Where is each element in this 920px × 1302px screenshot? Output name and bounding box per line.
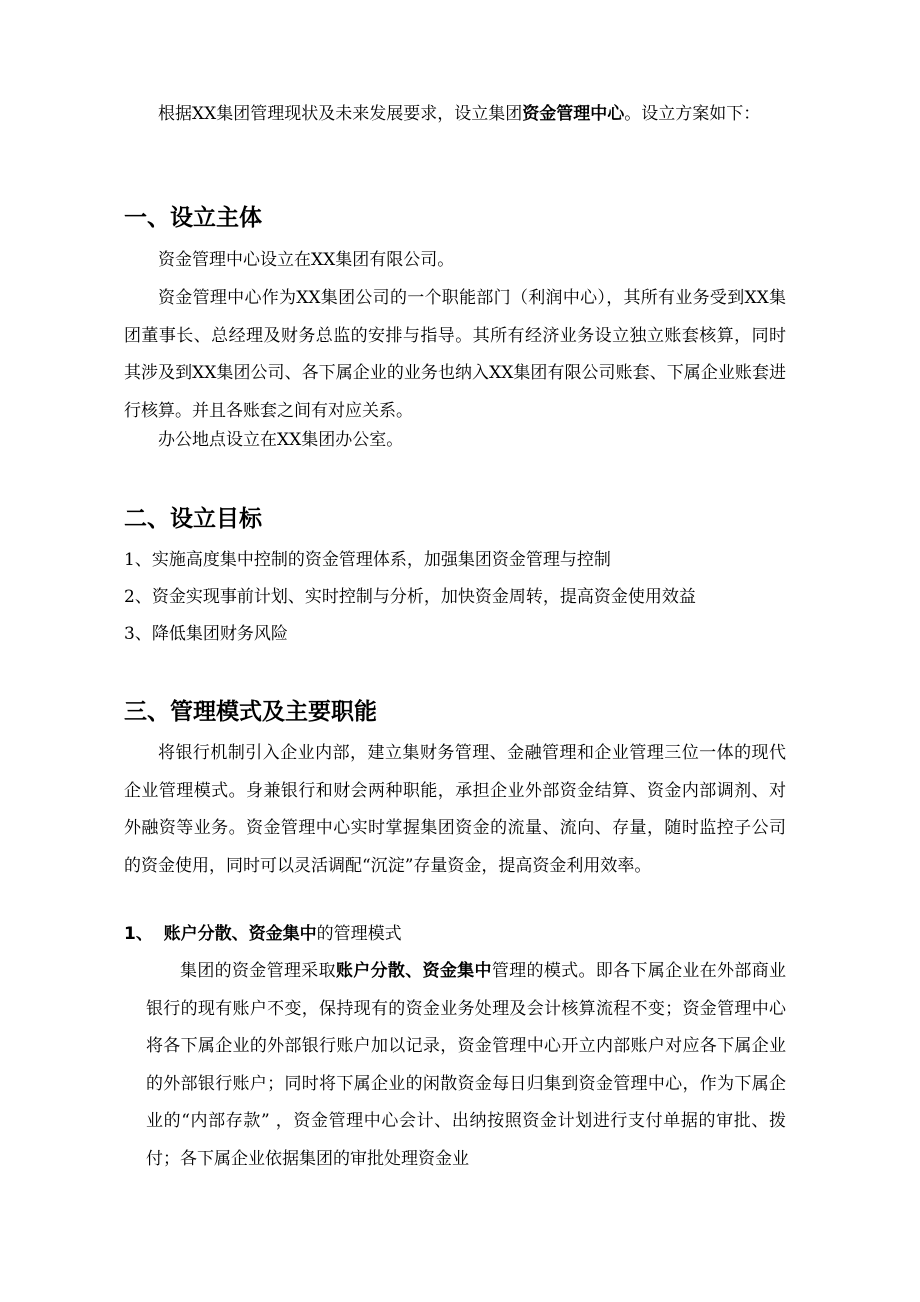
section3-heading: 三、管理模式及主要职能	[124, 699, 377, 725]
section1-paragraph-1: 资金管理中心设立在XX集团有限公司。	[158, 250, 455, 270]
intro-text-end: 。设立方案如下：	[624, 104, 761, 124]
section3-subheading-1	[124, 922, 402, 946]
subheading-number: 1、	[124, 924, 153, 944]
section1-paragraph-2: 资金管理中心作为XX集团公司的一个职能部门（利润中心），其所有业务受到XX集团董事长、总经理及财务总监的安排与指导。其所有经济业务设立独立账套核算，同时其涉及到XX集团公司、各下属企业的业务也纳入XX集团有限公司账套、下属企业账套进行核算。并且各账套之间有对应关系。	[124, 288, 786, 421]
paragraph-text: 集团的资金管理采取	[180, 961, 336, 981]
section2-item-3: 3、降低集团财务风险	[124, 624, 288, 644]
intro-text: 根据XX集团管理现状及未来发展要求，设立集团	[158, 104, 523, 124]
intro-paragraph	[124, 96, 786, 134]
subheading-bold-text: 账户分散、资金集中	[163, 924, 317, 944]
section1-paragraph-3: 办公地点设立在XX集团办公室。	[158, 430, 404, 450]
section1-heading: 一、设立主体	[124, 205, 262, 231]
section2-heading: 二、设立目标	[124, 506, 262, 532]
section3-paragraph-1: 将银行机制引入企业内部，建立集财务管理、金融管理和企业管理三位一体的现代企业管理模式。身兼银行和财会两种职能，承担企业外部资金结算、资金内部调剂、对外融资等业务。资金管理中心实时掌握集团资金的流量、流向、存量，随时监控子公司的资金使用，同时可以灵活调配“沉淀”存量资金，提高资金利用效率。	[124, 743, 786, 876]
section3-paragraph-2	[146, 953, 786, 1178]
subheading-text: 的管理模式	[316, 924, 402, 944]
paragraph-text-end: 管理的模式。即各下属企业在外部商业银行的现有账户不变，保持现有的资金业务处理及会计核算流程不变；资金管理中心将各下属企业的外部银行账户加以记录，资金管理中心开立内部账户对应各下属企业的外部银行账户；同时将下属企业的闲散资金每日归集到资金管理中心，作为下属企业的“内部存款” ，资金管理中心会计、出纳按照资金计划进行支付单据的审批、拨付；各下属企业依据集团的审批处理资金业	[146, 961, 787, 1169]
paragraph-bold-text: 账户分散、资金集中	[335, 961, 492, 981]
section2-item-2: 2、资金实现事前计划、实时控制与分析，加快资金周转，提高资金使用效益	[124, 587, 696, 607]
intro-bold-text: 资金管理中心	[522, 104, 625, 124]
section2-item-1: 1、实施高度集中控制的资金管理体系，加强集团资金管理与控制	[124, 550, 611, 570]
